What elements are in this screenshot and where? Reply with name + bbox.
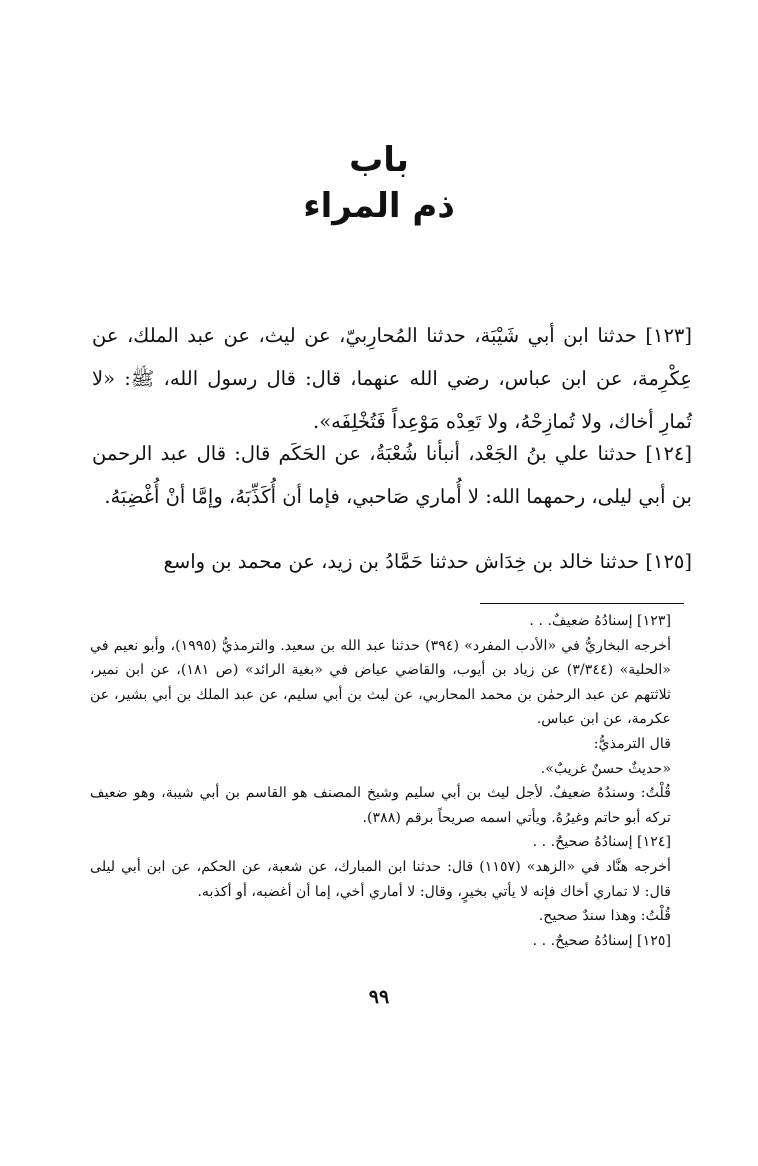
hadith-text: حدثنا ابن أبي شَيْبَة، حدثنا المُحارِبيّ، عن ليث، عن عبد الملك، عن عِكْرِمة، عن ابن عباس، رضي الله عنهما، قال: قال رسول الله، ﷺ: «لا تُمارِ أخاك، ولا تُمازِحْهُ، ولا تَعِدْه مَوْعِداً فَتُخْلِفَه». <box>92 324 692 433</box>
hadith-paragraph-124 <box>92 432 692 518</box>
chapter-title: ذم المراء <box>303 186 455 226</box>
footnote-line: أخرجه هنَّاد في «الزهد» (١١٥٧) قال: حدثنا ابن المبارك، عن شعبة، عن الحكم، عن ابن أبي ليلى قال: لا تماري أخاك فإنه لا يأتي بخيرٍ، وقال: لا أماري أخي، إما أن أغضبه، أو أكذبه. <box>90 858 671 900</box>
hadith-number: [١٢٣] <box>645 324 692 347</box>
hadith-text: حدثنا خالد بن خِدَاش حدثنا حَمَّادُ بن زيد، عن محمد بن واسع <box>163 550 640 573</box>
page-number: ٩٩ <box>368 986 390 1008</box>
footnote-line: أخرجه البخاريُّ في «الأدب المفرد» (٣٩٤) حدثنا عبد الله بن سعيد. والترمذيُّ (١٩٩٥)، وأبو نعيم في «الحلية» (٣/٣٤٤) عن زياد بن أيوب، والقاضي عياض في «بغية الرائد» (ص ١٨١)، عن ابن نمير، ثلاثتهم عن عبد الرحمٰن بن محمد المحاربي، عن ليث بن أبي سليم، عن عبد الملك بن أبي بشير، عن عكرمة، عن ابن عباس. <box>90 637 672 728</box>
footnote-line: «حديثٌ حسنٌ غريبٌ». <box>540 760 671 777</box>
footnote-line: قال الترمذيُّ: <box>593 735 671 752</box>
hadith-paragraph-125 <box>92 540 692 583</box>
hadith-number: [١٢٤] <box>645 442 693 465</box>
chapter-heading: باب <box>349 140 409 180</box>
footnotes-section <box>90 609 693 953</box>
footnote-line: [١٢٣] إسنادُهُ ضعيفٌ. . . <box>529 613 671 629</box>
footnote-line: قُلْتُ: وهذا سندٌ صحيح. <box>538 908 671 925</box>
footnote-line: [١٢٥] إسنادُهُ صحيحٌ. . . <box>532 932 671 949</box>
footnote-line: قُلْتُ: وسندُهُ ضعيفٌ. لأجل ليث بن أبي سليم وشيخ المصنف هو القاسم بن أبي شيبة، وهو ضعيف تركه أبو حاتم وغيرُهُ. ويأتي اسمه صريحاً برقم (٣٨٨). <box>90 785 671 826</box>
hadith-text: حدثنا علي بنُ الجَعْد، أنبأنا شُعْبَةُ، عن الحَكَم قال: قال عبد الرحمن بن أبي ليلى، رحمهما الله: لا أُماري صَاحبي، فإما أن أُكَذِّبَهُ، وإمَّا أنْ أُغْضِبَهُ. <box>92 442 692 508</box>
footnote-divider <box>480 603 684 604</box>
hadith-paragraph-123 <box>92 314 692 443</box>
hadith-number: [١٢٥] <box>645 550 692 573</box>
footnote-line: [١٢٤] إسنادُهُ صحيحٌ. . . <box>532 834 671 851</box>
